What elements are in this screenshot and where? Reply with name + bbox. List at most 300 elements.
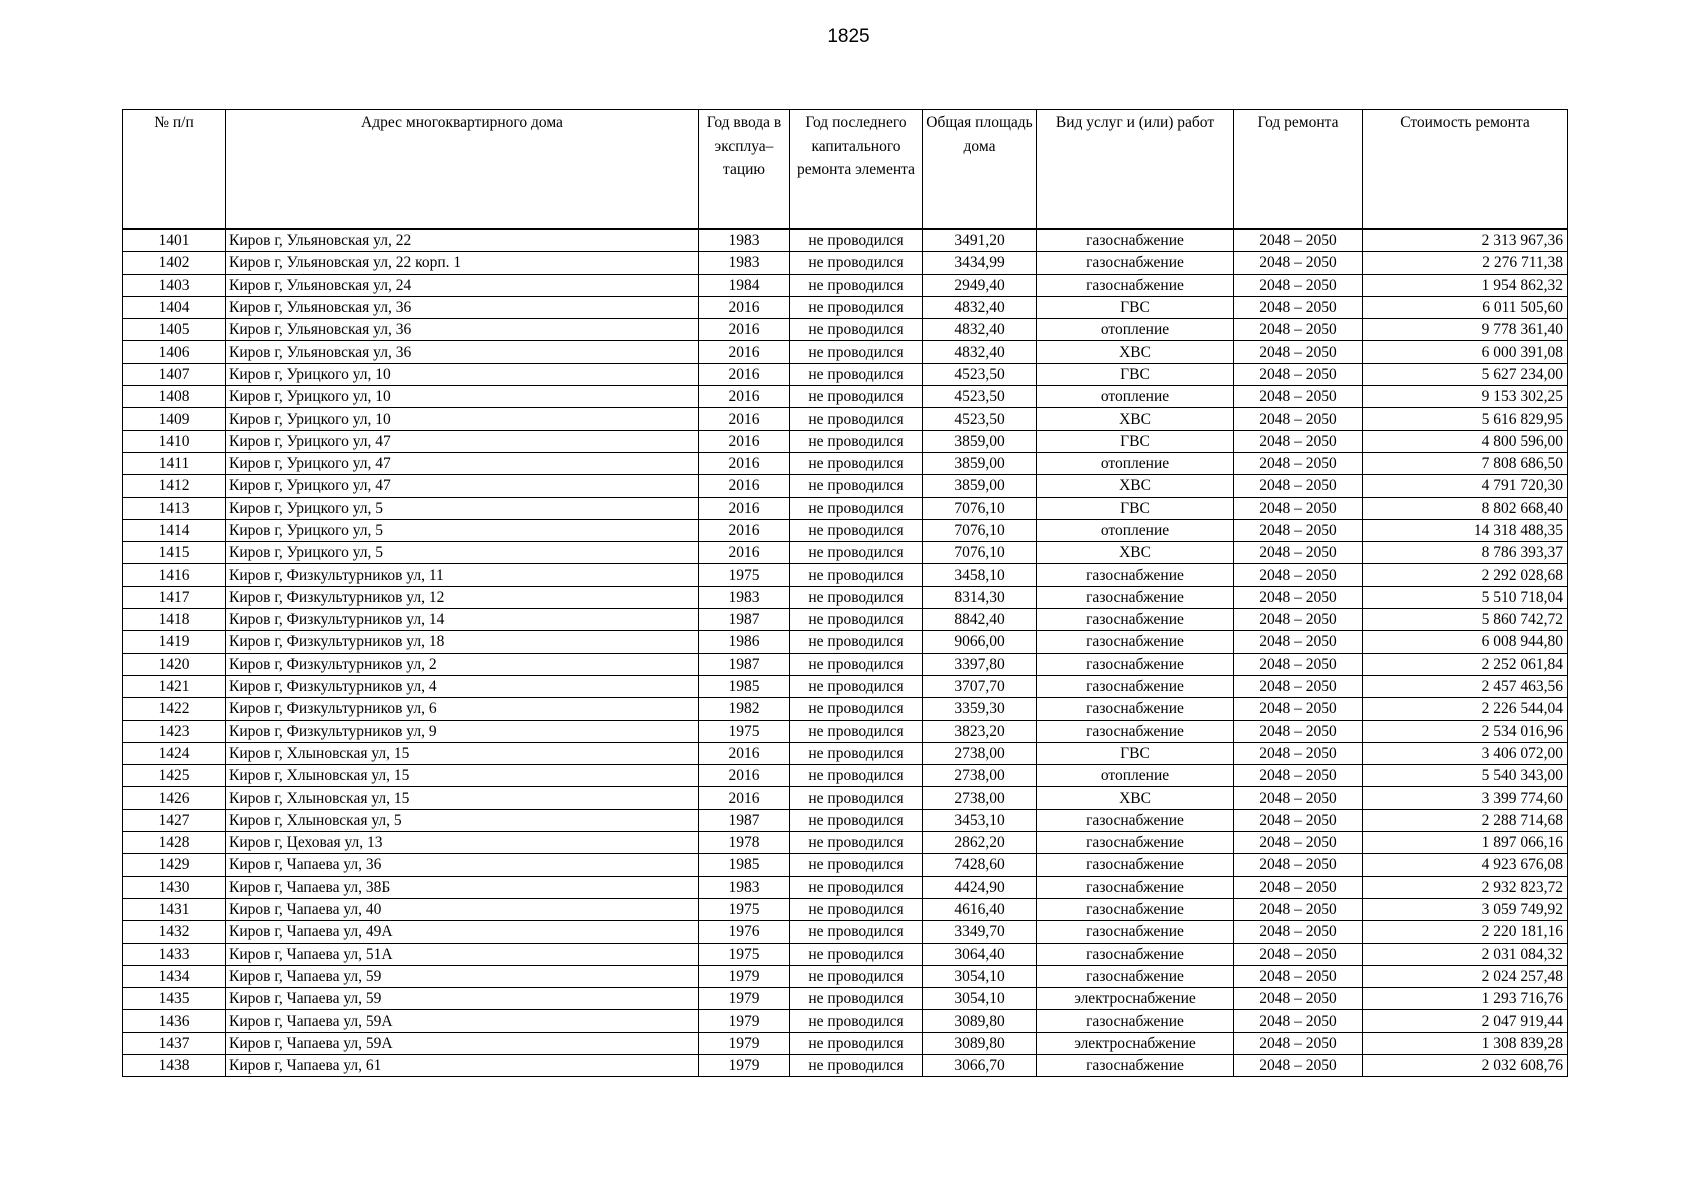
- cell-service: газоснабжение: [1037, 720, 1234, 742]
- cell-area: 8842,40: [923, 609, 1037, 631]
- cell-cost: 6 000 391,08: [1363, 341, 1568, 363]
- cell-service: газоснабжение: [1037, 854, 1234, 876]
- cell-num: 1415: [123, 542, 226, 564]
- cell-num: 1416: [123, 564, 226, 586]
- cell-area: 3453,10: [923, 809, 1037, 831]
- cell-cost: 3 399 774,60: [1363, 787, 1568, 809]
- cell-area: 2738,00: [923, 787, 1037, 809]
- cell-last-repair: не проводился: [790, 319, 923, 341]
- cell-address: Киров г, Урицкого ул, 47: [226, 475, 699, 497]
- table-row: [123, 965, 1568, 987]
- cell-num: 1431: [123, 898, 226, 920]
- cell-service: отопление: [1037, 452, 1234, 474]
- cell-repair-year: 2048 – 2050: [1234, 787, 1363, 809]
- cell-service: газоснабжение: [1037, 564, 1234, 586]
- cell-service: газоснабжение: [1037, 698, 1234, 720]
- cell-repair-year: 2048 – 2050: [1234, 1010, 1363, 1032]
- cell-repair-year: 2048 – 2050: [1234, 386, 1363, 408]
- cell-last-repair: не проводился: [790, 698, 923, 720]
- cell-num: 1427: [123, 809, 226, 831]
- cell-repair-year: 2048 – 2050: [1234, 430, 1363, 452]
- cell-service: ГВС: [1037, 296, 1234, 318]
- cell-year-built: 2016: [699, 363, 790, 385]
- cell-service: газоснабжение: [1037, 631, 1234, 653]
- cell-last-repair: не проводился: [790, 341, 923, 363]
- cell-year-built: 2016: [699, 341, 790, 363]
- cell-num: 1411: [123, 452, 226, 474]
- cell-cost: 2 226 544,04: [1363, 698, 1568, 720]
- cell-last-repair: не проводился: [790, 363, 923, 385]
- cell-area: 4616,40: [923, 898, 1037, 920]
- table-row: [123, 832, 1568, 854]
- cell-year-built: 1975: [699, 720, 790, 742]
- cell-repair-year: 2048 – 2050: [1234, 274, 1363, 296]
- cell-year-built: 2016: [699, 386, 790, 408]
- table-row: [123, 876, 1568, 898]
- cell-area: 4832,40: [923, 319, 1037, 341]
- cell-area: 3089,80: [923, 1010, 1037, 1032]
- cell-year-built: 1979: [699, 1010, 790, 1032]
- cell-address: Киров г, Физкультурников ул, 2: [226, 653, 699, 675]
- cell-service: ГВС: [1037, 430, 1234, 452]
- cell-num: 1417: [123, 586, 226, 608]
- table-row: [123, 943, 1568, 965]
- cell-year-built: 1987: [699, 809, 790, 831]
- cell-repair-year: 2048 – 2050: [1234, 319, 1363, 341]
- cell-service: ХВС: [1037, 787, 1234, 809]
- cell-area: 4523,50: [923, 363, 1037, 385]
- cell-num: 1413: [123, 497, 226, 519]
- cell-repair-year: 2048 – 2050: [1234, 742, 1363, 764]
- cell-num: 1420: [123, 653, 226, 675]
- cell-num: 1405: [123, 319, 226, 341]
- cell-service: газоснабжение: [1037, 675, 1234, 697]
- cell-cost: 2 288 714,68: [1363, 809, 1568, 831]
- cell-last-repair: не проводился: [790, 386, 923, 408]
- table-row: [123, 1032, 1568, 1054]
- cell-num: 1429: [123, 854, 226, 876]
- cell-num: 1421: [123, 675, 226, 697]
- cell-service: газоснабжение: [1037, 274, 1234, 296]
- cell-service: газоснабжение: [1037, 609, 1234, 631]
- header-year-built: Год ввода в эксплуа–тацию: [699, 110, 790, 230]
- cell-address: Киров г, Ульяновская ул, 36: [226, 296, 699, 318]
- cell-area: 4424,90: [923, 876, 1037, 898]
- cell-last-repair: не проводился: [790, 854, 923, 876]
- cell-area: 3054,10: [923, 965, 1037, 987]
- table-row: [123, 475, 1568, 497]
- cell-cost: 1 897 066,16: [1363, 832, 1568, 854]
- cell-num: 1430: [123, 876, 226, 898]
- cell-cost: 2 032 608,76: [1363, 1054, 1568, 1076]
- repair-schedule-table: [122, 109, 1568, 1077]
- cell-address: Киров г, Чапаева ул, 40: [226, 898, 699, 920]
- cell-last-repair: не проводился: [790, 452, 923, 474]
- cell-year-built: 2016: [699, 787, 790, 809]
- cell-year-built: 1986: [699, 631, 790, 653]
- cell-num: 1402: [123, 252, 226, 274]
- cell-cost: 2 313 967,36: [1363, 229, 1568, 252]
- cell-address: Киров г, Урицкого ул, 47: [226, 452, 699, 474]
- cell-num: 1428: [123, 832, 226, 854]
- cell-area: 3859,00: [923, 475, 1037, 497]
- table-row: [123, 1054, 1568, 1076]
- cell-service: газоснабжение: [1037, 876, 1234, 898]
- cell-year-built: 2016: [699, 296, 790, 318]
- cell-cost: 2 252 061,84: [1363, 653, 1568, 675]
- cell-service: газоснабжение: [1037, 1054, 1234, 1076]
- cell-area: 3859,00: [923, 430, 1037, 452]
- cell-address: Киров г, Чапаева ул, 38Б: [226, 876, 699, 898]
- cell-repair-year: 2048 – 2050: [1234, 854, 1363, 876]
- cell-service: газоснабжение: [1037, 252, 1234, 274]
- cell-address: Киров г, Урицкого ул, 10: [226, 408, 699, 430]
- cell-area: 3859,00: [923, 452, 1037, 474]
- cell-address: Киров г, Урицкого ул, 10: [226, 363, 699, 385]
- cell-year-built: 1979: [699, 965, 790, 987]
- cell-repair-year: 2048 – 2050: [1234, 631, 1363, 653]
- cell-service: электроснабжение: [1037, 988, 1234, 1010]
- cell-last-repair: не проводился: [790, 497, 923, 519]
- cell-last-repair: не проводился: [790, 988, 923, 1010]
- table-row: [123, 586, 1568, 608]
- cell-last-repair: не проводился: [790, 252, 923, 274]
- cell-service: газоснабжение: [1037, 898, 1234, 920]
- cell-repair-year: 2048 – 2050: [1234, 832, 1363, 854]
- cell-cost: 8 786 393,37: [1363, 542, 1568, 564]
- cell-last-repair: не проводился: [790, 943, 923, 965]
- page-number: 1825: [827, 26, 870, 47]
- cell-num: 1436: [123, 1010, 226, 1032]
- cell-service: газоснабжение: [1037, 943, 1234, 965]
- cell-year-built: 1975: [699, 898, 790, 920]
- cell-address: Киров г, Ульяновская ул, 22 корп. 1: [226, 252, 699, 274]
- cell-service: отопление: [1037, 519, 1234, 541]
- table-row: [123, 319, 1568, 341]
- cell-num: 1414: [123, 519, 226, 541]
- table-row: [123, 274, 1568, 296]
- cell-last-repair: не проводился: [790, 898, 923, 920]
- cell-last-repair: не проводился: [790, 408, 923, 430]
- cell-address: Киров г, Хлыновская ул, 15: [226, 787, 699, 809]
- table-header-row: [123, 110, 1568, 230]
- cell-num: 1410: [123, 430, 226, 452]
- cell-last-repair: не проводился: [790, 675, 923, 697]
- cell-last-repair: не проводился: [790, 274, 923, 296]
- cell-cost: 2 276 711,38: [1363, 252, 1568, 274]
- table-row: [123, 363, 1568, 385]
- cell-year-built: 1979: [699, 1032, 790, 1054]
- cell-area: 7076,10: [923, 542, 1037, 564]
- cell-last-repair: не проводился: [790, 787, 923, 809]
- cell-year-built: 1979: [699, 988, 790, 1010]
- cell-area: 3359,30: [923, 698, 1037, 720]
- cell-address: Киров г, Физкультурников ул, 6: [226, 698, 699, 720]
- table-row: [123, 631, 1568, 653]
- cell-repair-year: 2048 – 2050: [1234, 653, 1363, 675]
- cell-last-repair: не проводился: [790, 809, 923, 831]
- cell-num: 1423: [123, 720, 226, 742]
- cell-repair-year: 2048 – 2050: [1234, 876, 1363, 898]
- table-row: [123, 720, 1568, 742]
- cell-num: 1437: [123, 1032, 226, 1054]
- cell-num: 1434: [123, 965, 226, 987]
- cell-repair-year: 2048 – 2050: [1234, 497, 1363, 519]
- cell-year-built: 1975: [699, 564, 790, 586]
- cell-address: Киров г, Чапаева ул, 49А: [226, 921, 699, 943]
- cell-num: 1419: [123, 631, 226, 653]
- cell-area: 4832,40: [923, 341, 1037, 363]
- cell-address: Киров г, Ульяновская ул, 24: [226, 274, 699, 296]
- cell-address: Киров г, Физкультурников ул, 9: [226, 720, 699, 742]
- cell-repair-year: 2048 – 2050: [1234, 921, 1363, 943]
- cell-service: ХВС: [1037, 341, 1234, 363]
- cell-last-repair: не проводился: [790, 475, 923, 497]
- cell-address: Киров г, Ульяновская ул, 36: [226, 319, 699, 341]
- cell-last-repair: не проводился: [790, 296, 923, 318]
- header-repair-year: Год ремонта: [1234, 110, 1363, 230]
- cell-repair-year: 2048 – 2050: [1234, 988, 1363, 1010]
- cell-year-built: 1987: [699, 609, 790, 631]
- cell-last-repair: не проводился: [790, 1010, 923, 1032]
- cell-address: Киров г, Физкультурников ул, 11: [226, 564, 699, 586]
- cell-address: Киров г, Физкультурников ул, 4: [226, 675, 699, 697]
- cell-address: Киров г, Хлыновская ул, 5: [226, 809, 699, 831]
- cell-year-built: 2016: [699, 452, 790, 474]
- cell-cost: 2 292 028,68: [1363, 564, 1568, 586]
- cell-repair-year: 2048 – 2050: [1234, 675, 1363, 697]
- table-row: [123, 452, 1568, 474]
- cell-num: 1433: [123, 943, 226, 965]
- cell-repair-year: 2048 – 2050: [1234, 452, 1363, 474]
- cell-year-built: 2016: [699, 408, 790, 430]
- cell-num: 1418: [123, 609, 226, 631]
- cell-cost: 2 534 016,96: [1363, 720, 1568, 742]
- cell-num: 1403: [123, 274, 226, 296]
- cell-area: 3434,99: [923, 252, 1037, 274]
- cell-address: Киров г, Хлыновская ул, 15: [226, 765, 699, 787]
- cell-cost: 5 540 343,00: [1363, 765, 1568, 787]
- cell-area: 3458,10: [923, 564, 1037, 586]
- cell-last-repair: не проводился: [790, 653, 923, 675]
- cell-address: Киров г, Урицкого ул, 5: [226, 497, 699, 519]
- cell-service: отопление: [1037, 319, 1234, 341]
- cell-num: 1412: [123, 475, 226, 497]
- table-row: [123, 564, 1568, 586]
- cell-address: Киров г, Чапаева ул, 61: [226, 1054, 699, 1076]
- cell-cost: 4 923 676,08: [1363, 854, 1568, 876]
- cell-last-repair: не проводился: [790, 1054, 923, 1076]
- cell-repair-year: 2048 – 2050: [1234, 296, 1363, 318]
- cell-cost: 2 024 257,48: [1363, 965, 1568, 987]
- cell-year-built: 1976: [699, 921, 790, 943]
- cell-year-built: 1979: [699, 1054, 790, 1076]
- table-row: [123, 408, 1568, 430]
- table-row: [123, 854, 1568, 876]
- cell-num: 1425: [123, 765, 226, 787]
- cell-last-repair: не проводился: [790, 229, 923, 252]
- cell-cost: 2 047 919,44: [1363, 1010, 1568, 1032]
- cell-year-built: 1983: [699, 252, 790, 274]
- cell-last-repair: не проводился: [790, 586, 923, 608]
- cell-last-repair: не проводился: [790, 1032, 923, 1054]
- cell-num: 1408: [123, 386, 226, 408]
- cell-area: 3064,40: [923, 943, 1037, 965]
- cell-area: 3707,70: [923, 675, 1037, 697]
- cell-address: Киров г, Цеховая ул, 13: [226, 832, 699, 854]
- table-row: [123, 386, 1568, 408]
- cell-repair-year: 2048 – 2050: [1234, 1054, 1363, 1076]
- cell-cost: 2 457 463,56: [1363, 675, 1568, 697]
- cell-area: 3054,10: [923, 988, 1037, 1010]
- table-row: [123, 1010, 1568, 1032]
- cell-service: ХВС: [1037, 542, 1234, 564]
- cell-last-repair: не проводился: [790, 542, 923, 564]
- cell-last-repair: не проводился: [790, 631, 923, 653]
- cell-num: 1407: [123, 363, 226, 385]
- cell-num: 1426: [123, 787, 226, 809]
- cell-area: 2862,20: [923, 832, 1037, 854]
- cell-year-built: 2016: [699, 765, 790, 787]
- cell-last-repair: не проводился: [790, 564, 923, 586]
- cell-repair-year: 2048 – 2050: [1234, 965, 1363, 987]
- header-last-repair: Год последнего капитального ремонта элемента: [790, 110, 923, 230]
- cell-num: 1409: [123, 408, 226, 430]
- cell-repair-year: 2048 – 2050: [1234, 898, 1363, 920]
- table-body: [123, 229, 1568, 1077]
- cell-repair-year: 2048 – 2050: [1234, 542, 1363, 564]
- cell-year-built: 1983: [699, 876, 790, 898]
- table-row: [123, 296, 1568, 318]
- header-cost: Стоимость ремонта: [1363, 110, 1568, 230]
- cell-address: Киров г, Физкультурников ул, 14: [226, 609, 699, 631]
- cell-cost: 3 406 072,00: [1363, 742, 1568, 764]
- cell-area: 4523,50: [923, 408, 1037, 430]
- table-row: [123, 742, 1568, 764]
- header-address: Адрес многоквартирного дома: [226, 110, 699, 230]
- cell-address: Киров г, Чапаева ул, 51А: [226, 943, 699, 965]
- cell-year-built: 1984: [699, 274, 790, 296]
- cell-repair-year: 2048 – 2050: [1234, 252, 1363, 274]
- table-row: [123, 675, 1568, 697]
- cell-service: газоснабжение: [1037, 653, 1234, 675]
- table-row: [123, 809, 1568, 831]
- cell-cost: 6 008 944,80: [1363, 631, 1568, 653]
- cell-address: Киров г, Урицкого ул, 10: [226, 386, 699, 408]
- cell-num: 1406: [123, 341, 226, 363]
- cell-cost: 7 808 686,50: [1363, 452, 1568, 474]
- cell-cost: 2 031 084,32: [1363, 943, 1568, 965]
- cell-cost: 5 860 742,72: [1363, 609, 1568, 631]
- cell-cost: 2 220 181,16: [1363, 921, 1568, 943]
- cell-num: 1438: [123, 1054, 226, 1076]
- cell-area: 9066,00: [923, 631, 1037, 653]
- cell-cost: 4 791 720,30: [1363, 475, 1568, 497]
- cell-area: 3491,20: [923, 229, 1037, 252]
- cell-last-repair: не проводился: [790, 921, 923, 943]
- cell-repair-year: 2048 – 2050: [1234, 564, 1363, 586]
- cell-repair-year: 2048 – 2050: [1234, 809, 1363, 831]
- cell-num: 1404: [123, 296, 226, 318]
- cell-cost: 8 802 668,40: [1363, 497, 1568, 519]
- cell-year-built: 2016: [699, 475, 790, 497]
- cell-repair-year: 2048 – 2050: [1234, 229, 1363, 252]
- cell-area: 7076,10: [923, 497, 1037, 519]
- cell-cost: 14 318 488,35: [1363, 519, 1568, 541]
- cell-service: газоснабжение: [1037, 921, 1234, 943]
- cell-address: Киров г, Ульяновская ул, 36: [226, 341, 699, 363]
- cell-area: 3089,80: [923, 1032, 1037, 1054]
- cell-repair-year: 2048 – 2050: [1234, 720, 1363, 742]
- cell-last-repair: не проводился: [790, 965, 923, 987]
- cell-area: 4832,40: [923, 296, 1037, 318]
- cell-area: 8314,30: [923, 586, 1037, 608]
- cell-year-built: 1983: [699, 586, 790, 608]
- cell-cost: 2 932 823,72: [1363, 876, 1568, 898]
- cell-repair-year: 2048 – 2050: [1234, 698, 1363, 720]
- cell-repair-year: 2048 – 2050: [1234, 363, 1363, 385]
- cell-num: 1401: [123, 229, 226, 252]
- cell-last-repair: не проводился: [790, 742, 923, 764]
- table-row: [123, 653, 1568, 675]
- cell-area: 3823,20: [923, 720, 1037, 742]
- cell-year-built: 2016: [699, 542, 790, 564]
- cell-repair-year: 2048 – 2050: [1234, 943, 1363, 965]
- table-row: [123, 252, 1568, 274]
- cell-year-built: 2016: [699, 319, 790, 341]
- cell-address: Киров г, Чапаева ул, 59: [226, 965, 699, 987]
- cell-year-built: 1978: [699, 832, 790, 854]
- cell-address: Киров г, Чапаева ул, 59А: [226, 1032, 699, 1054]
- cell-service: ГВС: [1037, 363, 1234, 385]
- cell-area: 2738,00: [923, 765, 1037, 787]
- cell-cost: 5 627 234,00: [1363, 363, 1568, 385]
- cell-repair-year: 2048 – 2050: [1234, 408, 1363, 430]
- header-num: № п/п: [123, 110, 226, 230]
- cell-repair-year: 2048 – 2050: [1234, 519, 1363, 541]
- table-row: [123, 988, 1568, 1010]
- cell-year-built: 1987: [699, 653, 790, 675]
- cell-area: 2738,00: [923, 742, 1037, 764]
- cell-area: 3397,80: [923, 653, 1037, 675]
- cell-cost: 1 954 862,32: [1363, 274, 1568, 296]
- cell-area: 3349,70: [923, 921, 1037, 943]
- cell-cost: 5 510 718,04: [1363, 586, 1568, 608]
- cell-cost: 1 293 716,76: [1363, 988, 1568, 1010]
- table-row: [123, 787, 1568, 809]
- cell-last-repair: не проводился: [790, 720, 923, 742]
- cell-service: ГВС: [1037, 497, 1234, 519]
- cell-last-repair: не проводился: [790, 876, 923, 898]
- cell-address: Киров г, Хлыновская ул, 15: [226, 742, 699, 764]
- cell-cost: 5 616 829,95: [1363, 408, 1568, 430]
- cell-cost: 6 011 505,60: [1363, 296, 1568, 318]
- cell-service: газоснабжение: [1037, 965, 1234, 987]
- cell-area: 3066,70: [923, 1054, 1037, 1076]
- cell-area: 7428,60: [923, 854, 1037, 876]
- cell-last-repair: не проводился: [790, 609, 923, 631]
- cell-repair-year: 2048 – 2050: [1234, 341, 1363, 363]
- cell-service: ГВС: [1037, 742, 1234, 764]
- cell-num: 1422: [123, 698, 226, 720]
- cell-service: газоснабжение: [1037, 832, 1234, 854]
- cell-address: Киров г, Урицкого ул, 47: [226, 430, 699, 452]
- cell-address: Киров г, Урицкого ул, 5: [226, 519, 699, 541]
- table-row: [123, 519, 1568, 541]
- header-service: Вид услуг и (или) работ: [1037, 110, 1234, 230]
- table-row: [123, 898, 1568, 920]
- cell-year-built: 1982: [699, 698, 790, 720]
